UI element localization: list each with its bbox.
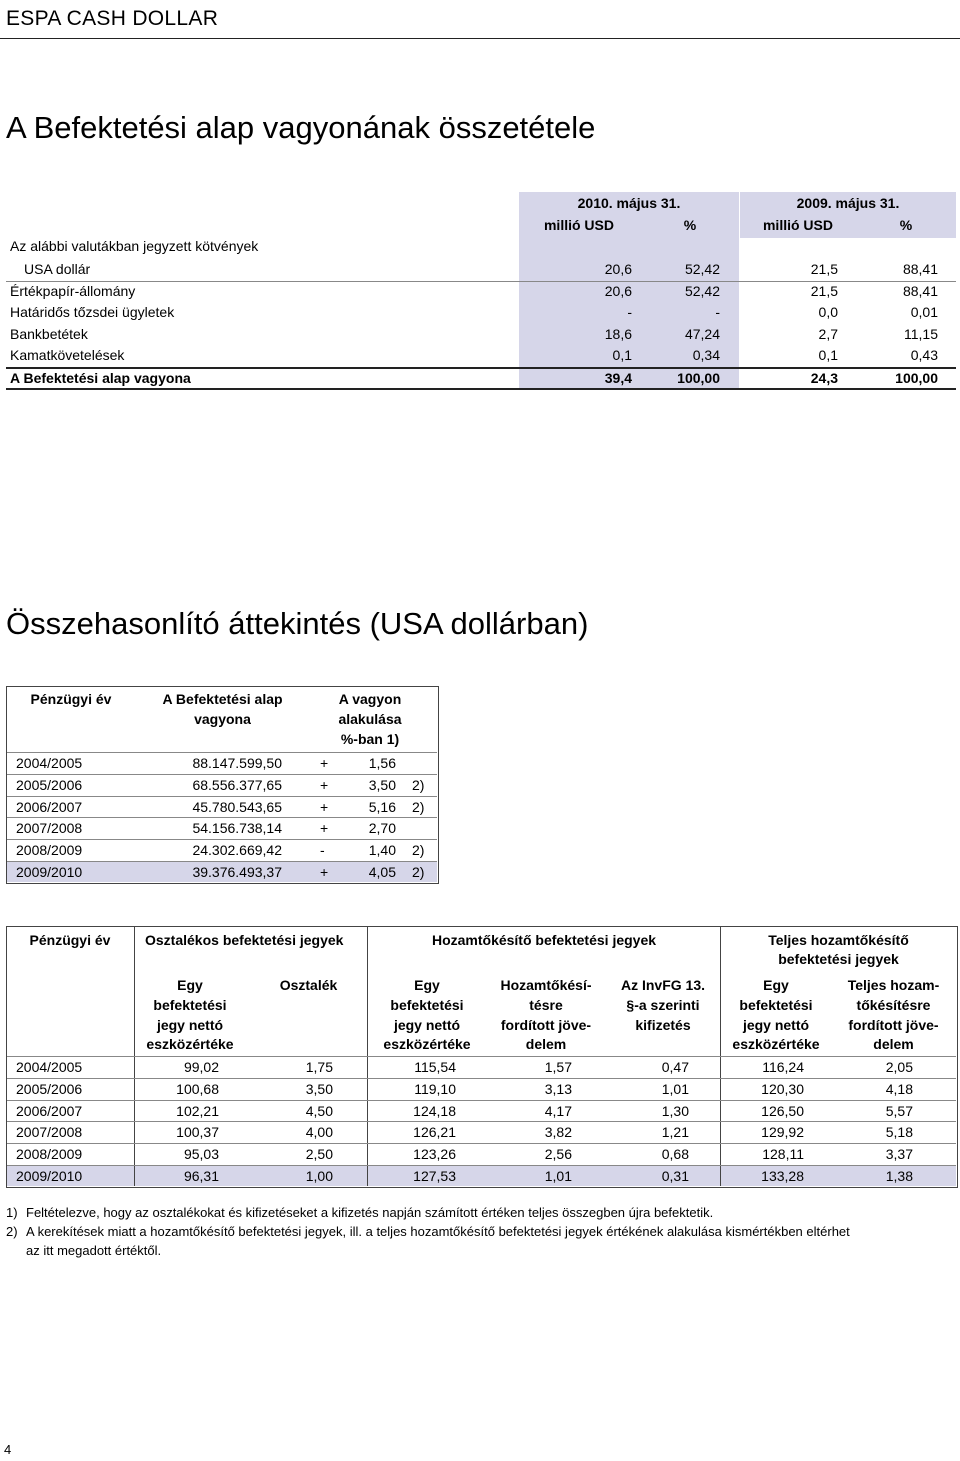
subheader-invfg: Az InvFG 13. [620,977,706,993]
subheader-nav: eszközértéke [732,1036,820,1052]
page-number: 4 [4,1442,12,1457]
total-cell: 100,00 [895,370,938,386]
row-year: 2006/2007 [16,799,83,815]
row-label: Értékpapír-állomány [10,283,136,299]
cell: 4,00 [305,1124,333,1140]
header-assets: vagyona [194,711,251,727]
row-year: 2004/2005 [16,1059,83,1075]
cell: 52,42 [684,283,720,299]
row-label: USA dollár [24,261,91,277]
row-year: 2008/2009 [16,1146,83,1162]
row-year: 2008/2009 [16,842,83,858]
section-title-composition: A Befektetési alap vagyonának összetétele [6,110,596,145]
cell: 127,53 [413,1168,456,1184]
cell: - [627,304,632,320]
row-assets: 88.147.599,50 [192,755,282,771]
cell: 129,92 [761,1124,804,1140]
row-sign: - [320,842,325,858]
row-pct: 1,40 [368,842,396,858]
row-year: 2007/2008 [16,820,83,836]
cell: 119,10 [414,1081,456,1097]
row-year: 2007/2008 [16,1124,83,1140]
cell: 0,47 [661,1059,689,1075]
row-year: 2004/2005 [16,755,83,771]
row-pct: 2,70 [368,820,396,836]
cell: 1,75 [305,1059,333,1075]
subheader-nav: eszközértéke [146,1036,234,1052]
subheader-nav: befektetési [390,997,464,1013]
subheader-full-reinvest: delem [873,1036,914,1052]
row-year: 2009/2010 [16,1168,83,1184]
row-assets: 24.302.669,42 [192,842,282,858]
row-year: 2005/2006 [16,777,83,793]
cell: 20,6 [604,261,632,277]
cell: 2,05 [885,1059,913,1075]
cell: 1,01 [661,1081,689,1097]
row-assets: 68.556.377,65 [192,777,282,793]
cell: 1,38 [885,1168,913,1184]
row-label: Határidős tőzsdei ügyletek [10,304,175,320]
row-sign: + [320,820,329,836]
cell: 47,24 [684,326,720,342]
row-note: 2) [412,842,425,858]
header-year: Pénzügyi év [29,932,111,948]
cell: 102,21 [176,1103,219,1119]
cell: 95,03 [183,1146,219,1162]
cell: 4,18 [885,1081,913,1097]
cell: 0,31 [661,1168,689,1184]
cell: 100,37 [176,1124,219,1140]
row-pct: 3,50 [368,777,396,793]
footnote-text: Feltételezve, hogy az osztalékokat és kifizetéseket a kifizetés napján számított értéken teljes összegben újra befektetik. [26,1205,714,1220]
row-note: 2) [412,777,425,793]
header-group-dividend: Osztalékos befektetési jegyek [145,932,344,948]
cell: 5,57 [885,1103,913,1119]
subheader-nav: jegy nettó [393,1017,461,1033]
header-assets: A Befektetési alap [162,691,283,707]
cell: 124,18 [413,1103,456,1119]
total-label: A Befektetési alap vagyona [10,370,191,386]
cell: 123,26 [413,1146,456,1162]
row-pct: 5,16 [368,799,396,815]
row-year: 2006/2007 [16,1103,83,1119]
row-label: Bankbetétek [10,326,88,342]
col-group-2009: 2009. május 31. [796,195,900,211]
cell: 126,50 [761,1103,804,1119]
col-group-2010: 2010. május 31. [577,195,681,211]
header-year: Pénzügyi év [30,691,112,707]
header-group-full: befektetési jegyek [778,951,899,967]
cell: 1,00 [305,1168,333,1184]
footnote-text: A kerekítések miatt a hozamtőkésítő befektetési jegyek, ill. a teljes hozamtőkésítő befektetési jegyek értékének alakulása kismértékben eltérhet [26,1224,850,1239]
cell: 3,82 [544,1124,572,1140]
footnote-mark: 1) [6,1205,18,1220]
cell: 115,54 [414,1059,456,1075]
subheader-invfg: §-a szerinti [626,997,700,1013]
row-sign: + [320,799,329,815]
subheader-full-reinvest: Teljes hozam- [847,977,940,993]
col-unit: millió USD [762,217,833,233]
cell: 88,41 [902,283,938,299]
subheader-nav: befektetési [739,997,813,1013]
subheader-nav: Egy [414,977,440,993]
cell: - [715,304,720,320]
subheader-nav: Egy [177,977,203,993]
row-year: 2009/2010 [16,864,83,880]
cell: 0,68 [661,1146,689,1162]
subheader-reinvest: delem [525,1036,567,1052]
section-title-comparison: Összehasonlító áttekintés (USA dollárban) [6,606,589,641]
cell: 21,5 [810,261,838,277]
footnote-text: az itt megadott értéktől. [26,1243,162,1258]
cell: 96,31 [183,1168,219,1184]
group-label: Az alábbi valutákban jegyzett kötvények [10,238,259,254]
row-note: 2) [412,864,425,880]
brand-name: ESPA CASH DOLLAR [6,7,219,30]
cell: 0,1 [612,347,632,363]
subheader-dividend: Osztalék [279,977,338,993]
row-assets: 39.376.493,37 [192,864,282,880]
header-group-full: Teljes hozamtőkésítő [768,932,909,948]
total-cell: 24,3 [810,370,838,386]
cell: 2,50 [305,1146,333,1162]
subheader-nav: eszközértéke [383,1036,471,1052]
cell: 1,01 [544,1168,572,1184]
cell: 128,11 [762,1146,804,1162]
col-unit: % [683,217,697,233]
cell: 133,28 [761,1168,804,1184]
cell: 100,68 [176,1081,219,1097]
row-sign: + [320,777,329,793]
cell: 5,18 [885,1124,913,1140]
subheader-nav: jegy nettó [742,1017,810,1033]
cell: 0,0 [818,304,838,320]
col-unit: % [899,217,913,233]
row-sign: + [320,755,329,771]
subheader-nav: befektetési [153,997,227,1013]
cell: 3,37 [885,1146,913,1162]
cell: 0,01 [910,304,938,320]
row-pct: 1,56 [368,755,396,771]
cell: 11,15 [904,326,938,342]
subheader-nav: Egy [763,977,789,993]
cell: 0,34 [692,347,720,363]
cell: 52,42 [684,261,720,277]
cell: 4,17 [544,1103,572,1119]
header-change: %-ban 1) [340,731,400,747]
row-pct: 4,05 [368,864,396,880]
row-sign: + [320,864,329,880]
cell: 3,13 [544,1081,572,1097]
subheader-reinvest: fordított jöve- [500,1017,592,1033]
col-unit: millió USD [543,217,614,233]
footnote-mark: 2) [6,1224,18,1239]
cell: 0,43 [910,347,938,363]
cell: 18,6 [604,326,632,342]
page-header [0,0,960,39]
row-assets: 45.780.543,65 [192,799,282,815]
subheader-reinvest: tésre [529,997,563,1013]
subheader-full-reinvest: fordított jöve- [848,1017,939,1033]
cell: 1,30 [661,1103,689,1119]
header-group-reinvest: Hozamtőkésítő befektetési jegyek [431,932,657,948]
cell: 1,21 [661,1124,689,1140]
cell: 88,41 [902,261,938,277]
cell: 1,57 [544,1059,572,1075]
row-assets: 54.156.738,14 [192,820,282,836]
row-label: Kamatkövetelések [10,347,125,363]
row-year: 2005/2006 [16,1081,83,1097]
header-change: alakulása [338,711,402,727]
row-note: 2) [412,799,425,815]
cell: 120,30 [761,1081,804,1097]
cell: 21,5 [810,283,838,299]
subheader-reinvest: Hozamtőkésí- [500,977,592,993]
subheader-full-reinvest: tőkésítésre [856,997,931,1013]
total-cell: 100,00 [677,370,720,386]
cell: 2,56 [544,1146,572,1162]
cell: 0,1 [818,347,838,363]
cell: 20,6 [604,283,632,299]
cell: 4,50 [305,1103,333,1119]
subheader-invfg: kifizetés [635,1017,691,1033]
cell: 116,24 [762,1059,804,1075]
cell: 99,02 [183,1059,219,1075]
cell: 126,21 [413,1124,456,1140]
total-cell: 39,4 [604,370,632,386]
subheader-nav: jegy nettó [156,1017,224,1033]
cell: 2,7 [818,326,838,342]
header-change: A vagyon [338,691,402,707]
cell: 3,50 [305,1081,333,1097]
